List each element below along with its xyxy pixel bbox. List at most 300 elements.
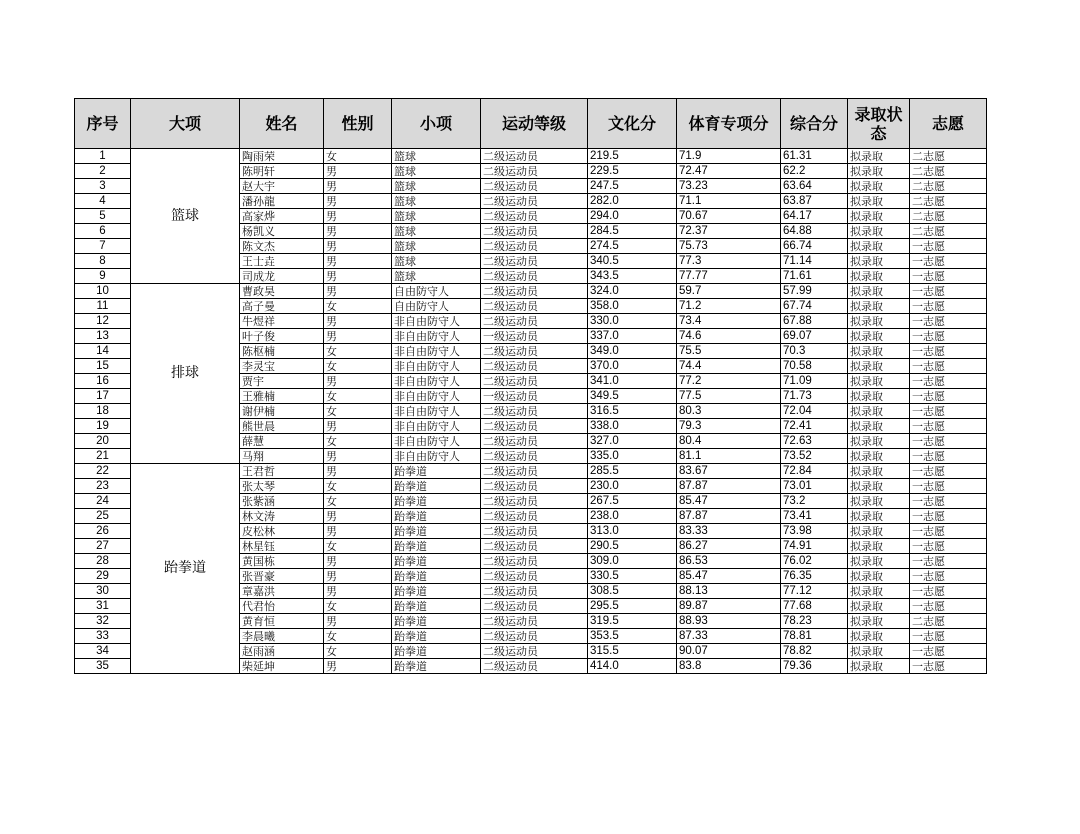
cell-athlete-level[interactable]: 二级运动员 <box>481 614 588 629</box>
cell-serial[interactable]: 20 <box>75 434 131 449</box>
cell-athlete-level[interactable]: 一级运动员 <box>481 389 588 404</box>
cell-name[interactable]: 牛煜祥 <box>240 314 324 329</box>
cell-athlete-level[interactable]: 二级运动员 <box>481 149 588 164</box>
cell-total-score[interactable]: 77.68 <box>781 599 848 614</box>
cell-serial[interactable]: 22 <box>75 464 131 479</box>
cell-preference[interactable]: 一志愿 <box>910 404 987 419</box>
cell-total-score[interactable]: 67.74 <box>781 299 848 314</box>
cell-athlete-level[interactable]: 二级运动员 <box>481 164 588 179</box>
cell-academic-score[interactable]: 353.5 <box>588 629 677 644</box>
cell-athlete-level[interactable]: 二级运动员 <box>481 599 588 614</box>
cell-serial[interactable]: 29 <box>75 569 131 584</box>
cell-total-score[interactable]: 64.88 <box>781 224 848 239</box>
cell-admission-status[interactable]: 拟录取 <box>848 314 910 329</box>
cell-athlete-level[interactable]: 二级运动员 <box>481 659 588 674</box>
cell-sub-event[interactable]: 篮球 <box>392 164 481 179</box>
cell-admission-status[interactable]: 拟录取 <box>848 284 910 299</box>
cell-admission-status[interactable]: 拟录取 <box>848 254 910 269</box>
cell-athlete-level[interactable]: 二级运动员 <box>481 419 588 434</box>
cell-gender[interactable]: 男 <box>324 374 392 389</box>
cell-gender[interactable]: 男 <box>324 284 392 299</box>
cell-gender[interactable]: 男 <box>324 464 392 479</box>
cell-preference[interactable]: 一志愿 <box>910 599 987 614</box>
cell-sport-score[interactable]: 81.1 <box>677 449 781 464</box>
cell-preference[interactable]: 一志愿 <box>910 344 987 359</box>
cell-athlete-level[interactable]: 一级运动员 <box>481 329 588 344</box>
cell-preference[interactable]: 一志愿 <box>910 629 987 644</box>
cell-admission-status[interactable]: 拟录取 <box>848 404 910 419</box>
cell-admission-status[interactable]: 拟录取 <box>848 344 910 359</box>
cell-preference[interactable]: 一志愿 <box>910 254 987 269</box>
cell-category[interactable]: 篮球 <box>131 149 240 284</box>
cell-sub-event[interactable]: 跆拳道 <box>392 569 481 584</box>
cell-gender[interactable]: 女 <box>324 539 392 554</box>
cell-preference[interactable]: 一志愿 <box>910 509 987 524</box>
header-sport-score[interactable]: 体育专项分 <box>677 99 781 149</box>
cell-total-score[interactable]: 66.74 <box>781 239 848 254</box>
cell-serial[interactable]: 16 <box>75 374 131 389</box>
cell-sub-event[interactable]: 自由防守人 <box>392 284 481 299</box>
cell-serial[interactable]: 8 <box>75 254 131 269</box>
cell-athlete-level[interactable]: 二级运动员 <box>481 194 588 209</box>
cell-name[interactable]: 陈枢楠 <box>240 344 324 359</box>
cell-sport-score[interactable]: 89.87 <box>677 599 781 614</box>
cell-preference[interactable]: 一志愿 <box>910 644 987 659</box>
cell-gender[interactable]: 女 <box>324 494 392 509</box>
cell-academic-score[interactable]: 247.5 <box>588 179 677 194</box>
cell-serial[interactable]: 13 <box>75 329 131 344</box>
cell-sport-score[interactable]: 87.87 <box>677 479 781 494</box>
cell-name[interactable]: 司成龙 <box>240 269 324 284</box>
cell-name[interactable]: 谢伊楠 <box>240 404 324 419</box>
cell-sub-event[interactable]: 篮球 <box>392 239 481 254</box>
cell-preference[interactable]: 一志愿 <box>910 449 987 464</box>
cell-name[interactable]: 张太琴 <box>240 479 324 494</box>
cell-admission-status[interactable]: 拟录取 <box>848 464 910 479</box>
cell-sport-score[interactable]: 75.73 <box>677 239 781 254</box>
cell-academic-score[interactable]: 316.5 <box>588 404 677 419</box>
cell-athlete-level[interactable]: 二级运动员 <box>481 479 588 494</box>
cell-academic-score[interactable]: 315.5 <box>588 644 677 659</box>
cell-name[interactable]: 赵大宇 <box>240 179 324 194</box>
cell-total-score[interactable]: 62.2 <box>781 164 848 179</box>
cell-total-score[interactable]: 73.01 <box>781 479 848 494</box>
cell-serial[interactable]: 11 <box>75 299 131 314</box>
cell-athlete-level[interactable]: 二级运动员 <box>481 299 588 314</box>
cell-gender[interactable]: 男 <box>324 524 392 539</box>
cell-sport-score[interactable]: 77.2 <box>677 374 781 389</box>
cell-academic-score[interactable]: 308.5 <box>588 584 677 599</box>
header-athlete-level[interactable]: 运动等级 <box>481 99 588 149</box>
cell-serial[interactable]: 15 <box>75 359 131 374</box>
cell-name[interactable]: 王士垚 <box>240 254 324 269</box>
cell-academic-score[interactable]: 330.5 <box>588 569 677 584</box>
cell-academic-score[interactable]: 309.0 <box>588 554 677 569</box>
cell-admission-status[interactable]: 拟录取 <box>848 524 910 539</box>
cell-name[interactable]: 马翔 <box>240 449 324 464</box>
cell-sub-event[interactable]: 跆拳道 <box>392 494 481 509</box>
cell-athlete-level[interactable]: 二级运动员 <box>481 539 588 554</box>
cell-admission-status[interactable]: 拟录取 <box>848 164 910 179</box>
cell-preference[interactable]: 二志愿 <box>910 224 987 239</box>
cell-sub-event[interactable]: 自由防守人 <box>392 299 481 314</box>
cell-gender[interactable]: 女 <box>324 434 392 449</box>
cell-gender[interactable]: 男 <box>324 614 392 629</box>
cell-serial[interactable]: 27 <box>75 539 131 554</box>
cell-total-score[interactable]: 57.99 <box>781 284 848 299</box>
cell-sport-score[interactable]: 75.5 <box>677 344 781 359</box>
cell-athlete-level[interactable]: 二级运动员 <box>481 209 588 224</box>
cell-total-score[interactable]: 73.52 <box>781 449 848 464</box>
cell-athlete-level[interactable]: 二级运动员 <box>481 449 588 464</box>
cell-total-score[interactable]: 71.14 <box>781 254 848 269</box>
cell-athlete-level[interactable]: 二级运动员 <box>481 629 588 644</box>
cell-total-score[interactable]: 74.91 <box>781 539 848 554</box>
cell-admission-status[interactable]: 拟录取 <box>848 374 910 389</box>
cell-serial[interactable]: 2 <box>75 164 131 179</box>
cell-sport-score[interactable]: 80.3 <box>677 404 781 419</box>
cell-admission-status[interactable]: 拟录取 <box>848 434 910 449</box>
cell-sub-event[interactable]: 篮球 <box>392 194 481 209</box>
cell-serial[interactable]: 10 <box>75 284 131 299</box>
cell-gender[interactable]: 男 <box>324 554 392 569</box>
cell-academic-score[interactable]: 338.0 <box>588 419 677 434</box>
header-gender[interactable]: 性别 <box>324 99 392 149</box>
header-serial[interactable]: 序号 <box>75 99 131 149</box>
cell-sport-score[interactable]: 87.33 <box>677 629 781 644</box>
cell-name[interactable]: 李晨曦 <box>240 629 324 644</box>
cell-name[interactable]: 黄育恒 <box>240 614 324 629</box>
cell-admission-status[interactable]: 拟录取 <box>848 569 910 584</box>
cell-preference[interactable]: 一志愿 <box>910 584 987 599</box>
cell-preference[interactable]: 一志愿 <box>910 494 987 509</box>
cell-preference[interactable]: 一志愿 <box>910 554 987 569</box>
cell-gender[interactable]: 女 <box>324 389 392 404</box>
cell-total-score[interactable]: 69.07 <box>781 329 848 344</box>
cell-gender[interactable]: 男 <box>324 449 392 464</box>
cell-athlete-level[interactable]: 二级运动员 <box>481 239 588 254</box>
cell-academic-score[interactable]: 319.5 <box>588 614 677 629</box>
cell-academic-score[interactable]: 294.0 <box>588 209 677 224</box>
cell-sport-score[interactable]: 79.3 <box>677 419 781 434</box>
cell-gender[interactable]: 女 <box>324 599 392 614</box>
cell-sport-score[interactable]: 88.13 <box>677 584 781 599</box>
cell-total-score[interactable]: 73.41 <box>781 509 848 524</box>
cell-total-score[interactable]: 73.2 <box>781 494 848 509</box>
cell-athlete-level[interactable]: 二级运动员 <box>481 434 588 449</box>
cell-athlete-level[interactable]: 二级运动员 <box>481 644 588 659</box>
cell-admission-status[interactable]: 拟录取 <box>848 239 910 254</box>
cell-sport-score[interactable]: 71.1 <box>677 194 781 209</box>
cell-sub-event[interactable]: 篮球 <box>392 149 481 164</box>
cell-athlete-level[interactable]: 二级运动员 <box>481 509 588 524</box>
cell-total-score[interactable]: 72.63 <box>781 434 848 449</box>
cell-athlete-level[interactable]: 二级运动员 <box>481 584 588 599</box>
cell-name[interactable]: 曹政昊 <box>240 284 324 299</box>
header-category[interactable]: 大项 <box>131 99 240 149</box>
cell-sport-score[interactable]: 77.3 <box>677 254 781 269</box>
cell-serial[interactable]: 21 <box>75 449 131 464</box>
cell-sport-score[interactable]: 74.4 <box>677 359 781 374</box>
cell-total-score[interactable]: 72.84 <box>781 464 848 479</box>
cell-admission-status[interactable]: 拟录取 <box>848 494 910 509</box>
cell-academic-score[interactable]: 340.5 <box>588 254 677 269</box>
cell-total-score[interactable]: 76.35 <box>781 569 848 584</box>
cell-sub-event[interactable]: 跆拳道 <box>392 614 481 629</box>
cell-athlete-level[interactable]: 二级运动员 <box>481 224 588 239</box>
cell-admission-status[interactable]: 拟录取 <box>848 389 910 404</box>
cell-total-score[interactable]: 70.3 <box>781 344 848 359</box>
cell-sport-score[interactable]: 73.23 <box>677 179 781 194</box>
cell-athlete-level[interactable]: 二级运动员 <box>481 524 588 539</box>
cell-gender[interactable]: 男 <box>324 419 392 434</box>
cell-athlete-level[interactable]: 二级运动员 <box>481 494 588 509</box>
cell-gender[interactable]: 女 <box>324 629 392 644</box>
cell-serial[interactable]: 25 <box>75 509 131 524</box>
cell-serial[interactable]: 5 <box>75 209 131 224</box>
cell-academic-score[interactable]: 284.5 <box>588 224 677 239</box>
cell-serial[interactable]: 9 <box>75 269 131 284</box>
cell-serial[interactable]: 18 <box>75 404 131 419</box>
cell-sport-score[interactable]: 86.53 <box>677 554 781 569</box>
cell-sub-event[interactable]: 跆拳道 <box>392 464 481 479</box>
cell-sport-score[interactable]: 71.9 <box>677 149 781 164</box>
cell-admission-status[interactable]: 拟录取 <box>848 659 910 674</box>
cell-academic-score[interactable]: 358.0 <box>588 299 677 314</box>
cell-academic-score[interactable]: 290.5 <box>588 539 677 554</box>
cell-sport-score[interactable]: 77.77 <box>677 269 781 284</box>
cell-name[interactable]: 李灵宝 <box>240 359 324 374</box>
cell-serial[interactable]: 33 <box>75 629 131 644</box>
cell-preference[interactable]: 一志愿 <box>910 299 987 314</box>
cell-admission-status[interactable]: 拟录取 <box>848 419 910 434</box>
cell-academic-score[interactable]: 282.0 <box>588 194 677 209</box>
cell-admission-status[interactable]: 拟录取 <box>848 449 910 464</box>
cell-academic-score[interactable]: 343.5 <box>588 269 677 284</box>
cell-sub-event[interactable]: 跆拳道 <box>392 479 481 494</box>
cell-academic-score[interactable]: 229.5 <box>588 164 677 179</box>
cell-sub-event[interactable]: 非自由防守人 <box>392 389 481 404</box>
cell-academic-score[interactable]: 414.0 <box>588 659 677 674</box>
cell-athlete-level[interactable]: 二级运动员 <box>481 569 588 584</box>
cell-admission-status[interactable]: 拟录取 <box>848 329 910 344</box>
cell-name[interactable]: 潘孙龍 <box>240 194 324 209</box>
cell-total-score[interactable]: 79.36 <box>781 659 848 674</box>
cell-gender[interactable]: 男 <box>324 224 392 239</box>
cell-athlete-level[interactable]: 二级运动员 <box>481 359 588 374</box>
cell-admission-status[interactable]: 拟录取 <box>848 479 910 494</box>
cell-preference[interactable]: 二志愿 <box>910 149 987 164</box>
cell-sub-event[interactable]: 跆拳道 <box>392 509 481 524</box>
cell-total-score[interactable]: 71.73 <box>781 389 848 404</box>
cell-total-score[interactable]: 72.41 <box>781 419 848 434</box>
cell-athlete-level[interactable]: 二级运动员 <box>481 344 588 359</box>
cell-preference[interactable]: 一志愿 <box>910 329 987 344</box>
header-name[interactable]: 姓名 <box>240 99 324 149</box>
cell-admission-status[interactable]: 拟录取 <box>848 614 910 629</box>
cell-sub-event[interactable]: 跆拳道 <box>392 584 481 599</box>
cell-sport-score[interactable]: 59.7 <box>677 284 781 299</box>
cell-preference[interactable]: 一志愿 <box>910 239 987 254</box>
cell-name[interactable]: 高家烨 <box>240 209 324 224</box>
cell-academic-score[interactable]: 330.0 <box>588 314 677 329</box>
cell-sub-event[interactable]: 跆拳道 <box>392 524 481 539</box>
cell-gender[interactable]: 男 <box>324 584 392 599</box>
cell-gender[interactable]: 女 <box>324 344 392 359</box>
cell-preference[interactable]: 一志愿 <box>910 434 987 449</box>
cell-academic-score[interactable]: 337.0 <box>588 329 677 344</box>
cell-name[interactable]: 柴延坤 <box>240 659 324 674</box>
cell-name[interactable]: 张紫涵 <box>240 494 324 509</box>
cell-serial[interactable]: 12 <box>75 314 131 329</box>
cell-sport-score[interactable]: 85.47 <box>677 569 781 584</box>
cell-sport-score[interactable]: 77.5 <box>677 389 781 404</box>
cell-admission-status[interactable]: 拟录取 <box>848 584 910 599</box>
cell-athlete-level[interactable]: 二级运动员 <box>481 554 588 569</box>
cell-category[interactable]: 排球 <box>131 284 240 464</box>
cell-sub-event[interactable]: 非自由防守人 <box>392 404 481 419</box>
cell-sub-event[interactable]: 跆拳道 <box>392 539 481 554</box>
cell-total-score[interactable]: 77.12 <box>781 584 848 599</box>
cell-academic-score[interactable]: 341.0 <box>588 374 677 389</box>
cell-gender[interactable]: 男 <box>324 179 392 194</box>
cell-total-score[interactable]: 63.87 <box>781 194 848 209</box>
cell-serial[interactable]: 26 <box>75 524 131 539</box>
cell-admission-status[interactable]: 拟录取 <box>848 599 910 614</box>
cell-admission-status[interactable]: 拟录取 <box>848 509 910 524</box>
cell-sub-event[interactable]: 非自由防守人 <box>392 329 481 344</box>
cell-sub-event[interactable]: 跆拳道 <box>392 644 481 659</box>
cell-admission-status[interactable]: 拟录取 <box>848 554 910 569</box>
cell-gender[interactable]: 男 <box>324 659 392 674</box>
cell-preference[interactable]: 二志愿 <box>910 194 987 209</box>
header-admission-status[interactable]: 录取状态 <box>848 99 910 149</box>
cell-name[interactable]: 林文涛 <box>240 509 324 524</box>
cell-academic-score[interactable]: 274.5 <box>588 239 677 254</box>
cell-sport-score[interactable]: 85.47 <box>677 494 781 509</box>
cell-total-score[interactable]: 61.31 <box>781 149 848 164</box>
cell-total-score[interactable]: 67.88 <box>781 314 848 329</box>
cell-sub-event[interactable]: 篮球 <box>392 269 481 284</box>
cell-preference[interactable]: 一志愿 <box>910 269 987 284</box>
cell-sub-event[interactable]: 跆拳道 <box>392 659 481 674</box>
cell-name[interactable]: 黄国栋 <box>240 554 324 569</box>
cell-sport-score[interactable]: 74.6 <box>677 329 781 344</box>
cell-name[interactable]: 叶子俊 <box>240 329 324 344</box>
cell-sport-score[interactable]: 80.4 <box>677 434 781 449</box>
cell-athlete-level[interactable]: 二级运动员 <box>481 374 588 389</box>
cell-total-score[interactable]: 76.02 <box>781 554 848 569</box>
cell-serial[interactable]: 24 <box>75 494 131 509</box>
cell-academic-score[interactable]: 370.0 <box>588 359 677 374</box>
cell-admission-status[interactable]: 拟录取 <box>848 224 910 239</box>
cell-athlete-level[interactable]: 二级运动员 <box>481 404 588 419</box>
cell-admission-status[interactable]: 拟录取 <box>848 209 910 224</box>
cell-total-score[interactable]: 71.09 <box>781 374 848 389</box>
cell-academic-score[interactable]: 313.0 <box>588 524 677 539</box>
cell-serial[interactable]: 14 <box>75 344 131 359</box>
cell-admission-status[interactable]: 拟录取 <box>848 644 910 659</box>
cell-gender[interactable]: 男 <box>324 209 392 224</box>
cell-athlete-level[interactable]: 二级运动员 <box>481 269 588 284</box>
cell-name[interactable]: 高子曼 <box>240 299 324 314</box>
cell-sport-score[interactable]: 87.87 <box>677 509 781 524</box>
cell-sport-score[interactable]: 90.07 <box>677 644 781 659</box>
cell-serial[interactable]: 6 <box>75 224 131 239</box>
cell-sub-event[interactable]: 跆拳道 <box>392 629 481 644</box>
cell-serial[interactable]: 31 <box>75 599 131 614</box>
cell-serial[interactable]: 3 <box>75 179 131 194</box>
cell-athlete-level[interactable]: 二级运动员 <box>481 284 588 299</box>
cell-preference[interactable]: 一志愿 <box>910 659 987 674</box>
cell-academic-score[interactable]: 327.0 <box>588 434 677 449</box>
cell-serial[interactable]: 17 <box>75 389 131 404</box>
cell-serial[interactable]: 4 <box>75 194 131 209</box>
cell-gender[interactable]: 女 <box>324 644 392 659</box>
cell-serial[interactable]: 34 <box>75 644 131 659</box>
cell-academic-score[interactable]: 230.0 <box>588 479 677 494</box>
cell-gender[interactable]: 男 <box>324 194 392 209</box>
cell-name[interactable]: 薛慧 <box>240 434 324 449</box>
cell-total-score[interactable]: 78.82 <box>781 644 848 659</box>
cell-name[interactable]: 陶雨荣 <box>240 149 324 164</box>
cell-name[interactable]: 王雅楠 <box>240 389 324 404</box>
cell-gender[interactable]: 男 <box>324 509 392 524</box>
cell-academic-score[interactable]: 324.0 <box>588 284 677 299</box>
cell-sub-event[interactable]: 非自由防守人 <box>392 314 481 329</box>
cell-total-score[interactable]: 78.81 <box>781 629 848 644</box>
cell-serial[interactable]: 35 <box>75 659 131 674</box>
cell-sport-score[interactable]: 83.33 <box>677 524 781 539</box>
cell-academic-score[interactable]: 295.5 <box>588 599 677 614</box>
cell-serial[interactable]: 32 <box>75 614 131 629</box>
cell-gender[interactable]: 女 <box>324 404 392 419</box>
cell-total-score[interactable]: 78.23 <box>781 614 848 629</box>
cell-preference[interactable]: 一志愿 <box>910 539 987 554</box>
cell-admission-status[interactable]: 拟录取 <box>848 149 910 164</box>
cell-preference[interactable]: 一志愿 <box>910 419 987 434</box>
cell-sport-score[interactable]: 88.93 <box>677 614 781 629</box>
cell-name[interactable]: 杨凯义 <box>240 224 324 239</box>
cell-preference[interactable]: 二志愿 <box>910 614 987 629</box>
cell-sub-event[interactable]: 篮球 <box>392 254 481 269</box>
cell-sub-event[interactable]: 非自由防守人 <box>392 344 481 359</box>
cell-sport-score[interactable]: 86.27 <box>677 539 781 554</box>
cell-sub-event[interactable]: 非自由防守人 <box>392 374 481 389</box>
cell-gender[interactable]: 男 <box>324 569 392 584</box>
cell-name[interactable]: 王君哲 <box>240 464 324 479</box>
cell-academic-score[interactable]: 349.0 <box>588 344 677 359</box>
cell-sport-score[interactable]: 83.67 <box>677 464 781 479</box>
cell-admission-status[interactable]: 拟录取 <box>848 194 910 209</box>
cell-academic-score[interactable]: 335.0 <box>588 449 677 464</box>
cell-name[interactable]: 张晋豪 <box>240 569 324 584</box>
cell-athlete-level[interactable]: 二级运动员 <box>481 314 588 329</box>
cell-admission-status[interactable]: 拟录取 <box>848 299 910 314</box>
cell-sport-score[interactable]: 83.8 <box>677 659 781 674</box>
cell-serial[interactable]: 7 <box>75 239 131 254</box>
cell-academic-score[interactable]: 285.5 <box>588 464 677 479</box>
cell-gender[interactable]: 男 <box>324 254 392 269</box>
cell-gender[interactable]: 女 <box>324 299 392 314</box>
cell-preference[interactable]: 一志愿 <box>910 479 987 494</box>
cell-sport-score[interactable]: 72.37 <box>677 224 781 239</box>
cell-serial[interactable]: 1 <box>75 149 131 164</box>
cell-preference[interactable]: 一志愿 <box>910 359 987 374</box>
cell-total-score[interactable]: 72.04 <box>781 404 848 419</box>
cell-name[interactable]: 章嘉洪 <box>240 584 324 599</box>
cell-admission-status[interactable]: 拟录取 <box>848 269 910 284</box>
